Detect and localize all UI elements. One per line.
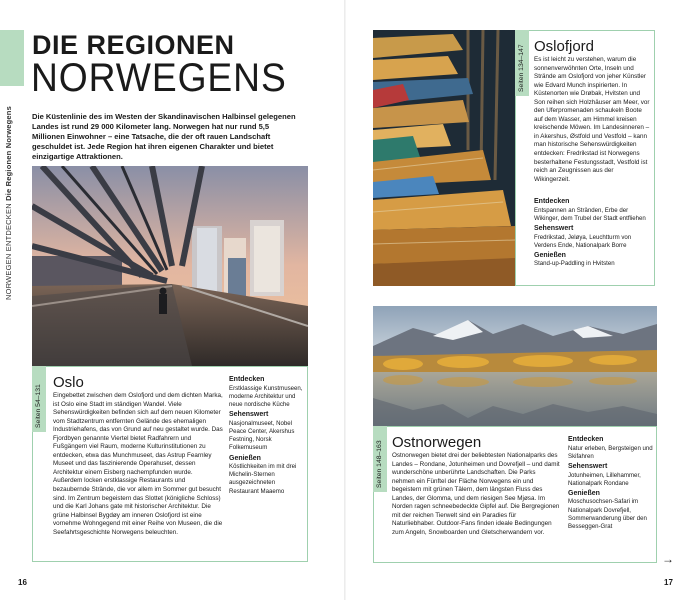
oslo-sehenswert-text: Nasjonalmuseet, Nobel Peace Center, Akershus Festning, Norsk Folkemuseum bbox=[229, 419, 295, 452]
oslo-geniessen-text: Köstlichkeiten im mit drei Michelin-Sternen ausgezeichneten Restaurant Maaemo bbox=[229, 463, 297, 495]
page-number-right: 17 bbox=[664, 578, 673, 587]
page-number-left: 16 bbox=[18, 578, 27, 587]
ostnorwegen-entdecken-text: Natur erleben, Bergsteigen und Skifahren bbox=[568, 444, 653, 460]
page-title-line1: DIE REGIONEN bbox=[32, 30, 235, 60]
mountain-lake-image bbox=[373, 306, 657, 426]
oslo-page-ref: Seiten 54–131 bbox=[35, 384, 42, 428]
ostnorwegen-sehenswert-text: Jotunheimen, Lillehammer, Nationalpark Rondane bbox=[568, 471, 641, 487]
next-page-arrow-icon: → bbox=[662, 552, 674, 566]
oslofjord-page-tab bbox=[515, 30, 529, 96]
ostnorwegen-title: Ostnorwegen bbox=[392, 434, 482, 451]
page-title-line2: NORWEGENS bbox=[31, 56, 287, 100]
ostnorwegen-sehenswert-heading: Sehenswert bbox=[568, 462, 608, 470]
chapter-color-tab bbox=[0, 30, 24, 86]
intro-paragraph: Die Küstenlinie des im Westen der Skandinavischen Halbinsel gelegenen Landes ist rund 29 000 Kilometer lang. Norwegen hat nur rund 5,5 Millionen Einwohner – eine Tatsache, die der oft rauen Landschaft geschuldet ist. Jede Region hat ihren eigenen Charakter und bietet einzigartige Attraktionen. bbox=[32, 112, 296, 161]
oslofjord-geniessen-text: Stand-up-Paddling in Hvitsten bbox=[534, 260, 615, 268]
oslofjord-sehenswert-text: Fredrikstad, Jeløya, Leuchtturm von Verdens Ende, Nationalpark Borre bbox=[534, 233, 632, 249]
oslofjord-info bbox=[534, 196, 650, 269]
oslo-bridge-image bbox=[32, 166, 308, 366]
oslofjord-geniessen-heading: Genießen bbox=[534, 251, 566, 259]
oslofjord-page-ref: Seiten 134–147 bbox=[518, 44, 525, 92]
ostnorwegen-page-tab bbox=[373, 426, 387, 492]
left-page bbox=[0, 0, 345, 600]
oslofjord-entdecken-text: Entspannen an Stränden, Erbe der Wikinger, dem Trubel der Stadt entfliehen bbox=[534, 206, 646, 222]
running-header-prefix: NORWEGEN ENTDECKEN bbox=[4, 203, 13, 300]
oslo-title: Oslo bbox=[53, 374, 84, 391]
oslofjord-entdecken-heading: Entdecken bbox=[534, 198, 570, 205]
oslo-sehenswert-heading: Sehenswert bbox=[229, 411, 269, 419]
oslofjord-title: Oslofjord bbox=[534, 38, 595, 55]
oslo-entdecken-text: Erstklassige Kunstmuseen, moderne Architektur und neue nordische Küche bbox=[229, 384, 303, 408]
oslo-body: Eingebettet zwischen dem Oslofjord und dem dichten Marka, ist Oslo eine Stadt im ständigen Wandel. Viele Sehenswürdigkeiten befinden sich auf dem neuen Kilometer vom Stadtzentrum entfernten Gelände des ehemaligen Industriehafens, das von Grund auf neu gestaltet wurde. Das Fjordbyen genannte Viertel bietet Radfahrern und Fußgängern viel Raum, moderne Kulturinstitutionen zu entdecken, etwa das Munchmuseet, das Astrup Fearnley Museet und das faszinierende Operahuset, dessen Architektur einem Eisberg nachempfunden wurde. Außerdem locken erstklassige Restaurants und bezaubernde Strände, die vor allem im Sommer gut besucht sind. Im Zentrum begeistern das Slottet (königliche Schloss) und die Karl Johans gate mit historischer Architektur. Die grüne Halbinsel Bygdøy am inneren Oslofjord ist eine vornehme Wohngegend mit einer Reihe von Museen, die die Seefahrtsgeschichte Norwegens beleuchten. bbox=[53, 392, 223, 536]
running-header bbox=[4, 106, 13, 300]
right-page bbox=[346, 0, 691, 600]
running-header-title: Die Regionen Norwegens bbox=[4, 106, 13, 201]
oslofjord-photo bbox=[373, 30, 515, 286]
ostnorwegen-body: Ostnorwegen bietet drei der beliebtesten Nationalparks des Landes – Rondane, Jotunheimen und Dovrefjell – und damit wunderschöne unberührte Landschaften. Die Parks nehmen ein Fünftel der Fläche Norwegens ein und begeistern mit grünen Tälern, dem längsten Fluss des Landes, der Glomma, und dem riesigen See Mjøsa. Im Norden ragen schneebedeckte Gipfel auf. Die Bergregionen mit der reichen Tierwelt sind ein Paradies für Naturliebhaber. Outdoor-Fans finden ideale Bedingungen zum Angeln, Snowboarden und Gletscherwandern vor. bbox=[392, 452, 560, 536]
oslo-photo bbox=[32, 166, 308, 366]
oslofjord-body: Es ist leicht zu verstehen, warum die sonnenverwöhnten Orte, Inseln und Strände am Oslofjord von jeher Künstler wie Edvard Munch inspirierten. In Küstenorten wie Drøbak, Hvitsten und Son reihen sich Holzhäuser am Meer, vor den Uferpromenaden schaukeln Boote auf dem Wasser, am Himmel kreisen kreischende Möwen. Im Landesinneren – in Akershus, Østfold und Vestfold – kann man historische Sehenswürdigkeiten entdecken: Fredrikstad ist Norwegens besterhaltene Festungsstadt, Vestfold ist reich an Zeugnissen aus der Wikingerzeit. bbox=[534, 56, 650, 183]
ostnorwegen-entdecken-heading: Entdecken bbox=[568, 436, 604, 443]
boats-image bbox=[373, 30, 515, 286]
ostnorwegen-info bbox=[568, 434, 654, 531]
ostnorwegen-geniessen-text: Moschusochsen-Safari im Nationalpark Dovrefjell, Sommerwanderung über den Besseggen-Grat bbox=[568, 498, 647, 531]
oslofjord-sehenswert-heading: Sehenswert bbox=[534, 224, 574, 232]
oslo-geniessen-heading: Genießen bbox=[229, 454, 261, 462]
oslo-page-tab bbox=[32, 366, 46, 432]
oslo-entdecken-heading: Entdecken bbox=[229, 376, 265, 383]
oslo-info bbox=[229, 374, 305, 496]
ostnorwegen-page-ref: Seiten 148–163 bbox=[376, 440, 383, 488]
ostnorwegen-geniessen-heading: Genießen bbox=[568, 489, 600, 497]
ostnorwegen-photo bbox=[373, 306, 657, 426]
